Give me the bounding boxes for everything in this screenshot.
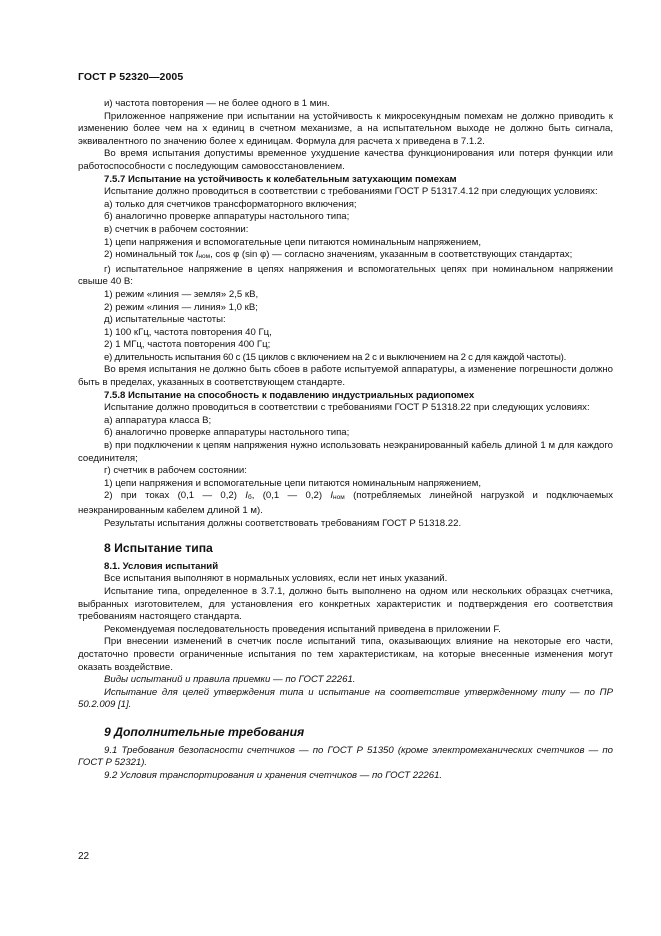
text-run: 2) при токах (0,1 — 0,2) xyxy=(104,490,237,502)
paragraph: Рекомендуемая последовательность проведения испытаний приведена в приложении F. xyxy=(104,623,501,635)
paragraph: Виды испытаний и правила приемки — по ГОСТ 22261. xyxy=(104,674,356,686)
text-run: I xyxy=(195,249,199,261)
paragraph: 9.2 Условия транспортирования и хранения счетчиков — по ГОСТ 22261. xyxy=(104,769,443,781)
list-item: 1) 100 кГц, частота повторения 40 Гц, xyxy=(104,326,272,338)
paragraph: Испытание должно проводиться в соответствии с требованиями ГОСТ Р 51317.4.12 при следующих условиях: xyxy=(104,186,598,198)
paragraph: Результаты испытания должны соответствовать требованиям ГОСТ Р 51318.22. xyxy=(104,517,462,529)
paragraph: Испытание типа, определенное в 3.7.1, должно быть выполнено на одном или нескольких образцах счетчика, выбранных изготовителем, для установления его конкретных характеристик и подтверждения его соответствия требованиям настоящего стандарта. xyxy=(78,585,613,623)
list-item: в) счетчик в рабочем состоянии: xyxy=(104,223,249,235)
text-run: ном xyxy=(333,494,345,502)
section-heading: 8 Испытание типа xyxy=(104,541,213,556)
list-item: 1) цепи напряжения и вспомогательные цепи питаются номинальным напряжением, xyxy=(104,477,482,489)
page-number: 22 xyxy=(78,851,90,862)
text-run: I xyxy=(245,490,248,502)
list-item: 1) режим «линия — земля» 2,5 кВ, xyxy=(104,288,259,300)
text-run: ном xyxy=(198,253,211,261)
list-item: а) аппаратура класса В; xyxy=(104,414,212,426)
subsection-heading: 7.5.7 Испытание на устойчивость к колебательным затухающим помехам xyxy=(104,173,457,185)
list-item xyxy=(78,490,613,517)
list-item: б) аналогично проверке аппаратуры настольного типа; xyxy=(104,427,350,439)
document-header: ГОСТ Р 52320—2005 xyxy=(78,71,184,83)
text-run: , (0,1 — 0,2) xyxy=(251,490,323,502)
list-item: 1) цепи напряжения и вспомогательные цепи питаются номинальным напряжением, xyxy=(104,236,482,248)
text-run: I xyxy=(330,490,334,502)
paragraph: Во время испытания не должно быть сбоев в работе испытуемой аппаратуры, а изменение погрешности должно быть в пределах, указанных в соответствующем стандарте. xyxy=(78,364,613,389)
list-item: е) длительность испытания 60 с (15 циклов с включением на 2 с и выключением на 2 с для каждой частоты). xyxy=(104,351,566,363)
list-item: д) испытательные частоты: xyxy=(104,314,226,326)
text-run: (потребляемых линейной нагрузкой и подключаемых неэкранированным кабелем длиной 1 м). xyxy=(78,490,613,516)
paragraph: Испытание для целей утверждения типа и испытание на соответствие утвержденному типу — по ПР 50.2.009 [1]. xyxy=(78,686,613,711)
text-run: б xyxy=(247,494,252,502)
paragraph: При внесении изменений в счетчик после испытаний типа, оказывающих влияние на некоторые его части, достаточно провести ограниченные испытания по тем характеристикам, на которые внесенные изменения могут оказать воздействие. xyxy=(78,636,613,673)
document-body xyxy=(78,98,613,782)
list-item: б) аналогично проверке аппаратуры настольного типа; xyxy=(104,211,350,223)
list-item: 2) режим «линия — линия» 1,0 кВ; xyxy=(104,301,258,313)
paragraph: Во время испытания допустимы временное ухудшение качества функционирования или потеря функции или работоспособности с последующим самовосстановлением. xyxy=(78,148,613,172)
list-item: в) при подключении к цепям напряжения нужно использовать неэкранированный кабель длиной 1 м для каждого соединителя; xyxy=(78,440,613,464)
paragraph: Приложенное напряжение при испытании на устойчивость к микросекундным помехам не должно приводить к изменению более чем на x единиц в счетном механизме, а на испытательном выходе не должно быть сигнала, эквивалентного по значению более x единицам. Формула для расчета x приведена в 7.1.2. xyxy=(78,110,613,147)
list-item: г) испытательное напряжение в цепях напряжения и вспомогательных цепях при номинальном напряжении свыше 40 В: xyxy=(78,263,613,288)
paragraph: и) частота повторения — не более одного в 1 мин. xyxy=(104,98,330,109)
list-item: а) только для счетчиков трансформаторного включения; xyxy=(104,198,357,210)
subsection-heading: 7.5.8 Испытание на способность к подавлению индустриальных радиопомех xyxy=(104,389,475,401)
text-run: 2) номинальный ток xyxy=(104,249,194,261)
paragraph: Испытание должно проводиться в соответствии с требованиями ГОСТ Р 51318.22 при следующих условиях: xyxy=(104,402,590,414)
subsection-heading: 8.1. Условия испытаний xyxy=(104,560,219,572)
paragraph: 9.1 Требования безопасности счетчиков — по ГОСТ Р 51350 (кроме электромеханических счетчиков — по ГОСТ Р 52321). xyxy=(78,744,613,769)
text-run: , cos φ (sin φ) — согласно значениям, указанным в соответствующих стандартах; xyxy=(210,249,573,261)
section-heading: 9 Дополнительные требования xyxy=(104,724,305,739)
paragraph: Все испытания выполняют в нормальных условиях, если нет иных указаний. xyxy=(104,573,448,585)
list-item: г) счетчик в рабочем состоянии: xyxy=(104,465,247,477)
list-item: 2) 1 МГц, частота повторения 400 Гц; xyxy=(104,339,271,351)
list-item xyxy=(78,249,613,264)
